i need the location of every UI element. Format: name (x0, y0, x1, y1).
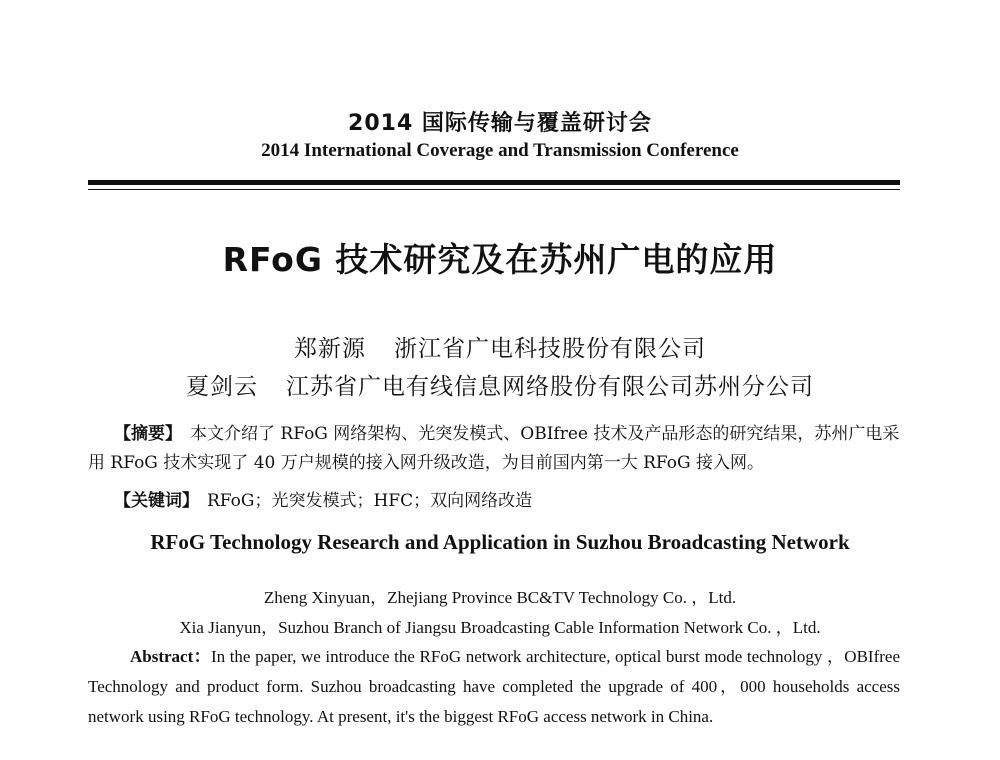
conference-name-cn: 2014 国际传输与覆盖研讨会 (348, 111, 652, 136)
abstract-cn (88, 420, 900, 478)
abstract-cn-label: 【摘要】 (114, 424, 182, 444)
author-name: 郑新源 (294, 336, 366, 362)
author-line-2 (0, 368, 1000, 401)
abstract-en (88, 642, 900, 732)
header-rule-thick (88, 180, 900, 185)
author-affiliation: 浙江省广电科技股份有限公司 (394, 336, 706, 362)
paper-title-en: RFoG Technology Research and Application in Suzhou Broadcasting Network (150, 530, 850, 554)
author-en-1: Zheng Xinyuan，Zhejiang Province BC&TV Technology Co. ，Ltd. (263, 588, 737, 607)
keywords-cn (114, 487, 894, 516)
abstract-en-text: In the paper, we introduce the RFoG network architecture, optical burst mode technology ，OBIfree Technology and product form. Suzhou broadcasting have completed the upgrade of 400，000 households access network using RFoG technology. At present, it's the biggest RFoG access network in China. (88, 647, 901, 726)
author-line-1 (0, 330, 1000, 363)
conference-name-en: 2014 International Coverage and Transmission Conference (261, 140, 739, 161)
keywords-cn-label: 【关键词】 (114, 491, 199, 511)
keywords-cn-text: RFoG；光突发模式；HFC；双向网络改造 (207, 491, 533, 511)
author-name: 夏剑云 (186, 374, 258, 400)
abstract-en-label: Abstract： (130, 647, 211, 666)
author-affiliation: 江苏省广电有线信息网络股份有限公司苏州分公司 (286, 374, 814, 400)
author-en-2: Xia Jianyun，Suzhou Branch of Jiangsu Broadcasting Cable Information Network Co. ，Ltd. (179, 618, 821, 637)
paper-title-cn: RFoG 技术研究及在苏州广电的应用 (222, 240, 778, 279)
header-rule-thin (88, 189, 900, 190)
abstract-cn-text: 本文介绍了 RFoG 网络架构、光突发模式、OBIfree 技术及产品形态的研究结果，苏州广电采用 RFoG 技术实现了 40 万户规模的接入网升级改造，为目前国内第一大 RFoG 接入网。 (88, 424, 900, 473)
